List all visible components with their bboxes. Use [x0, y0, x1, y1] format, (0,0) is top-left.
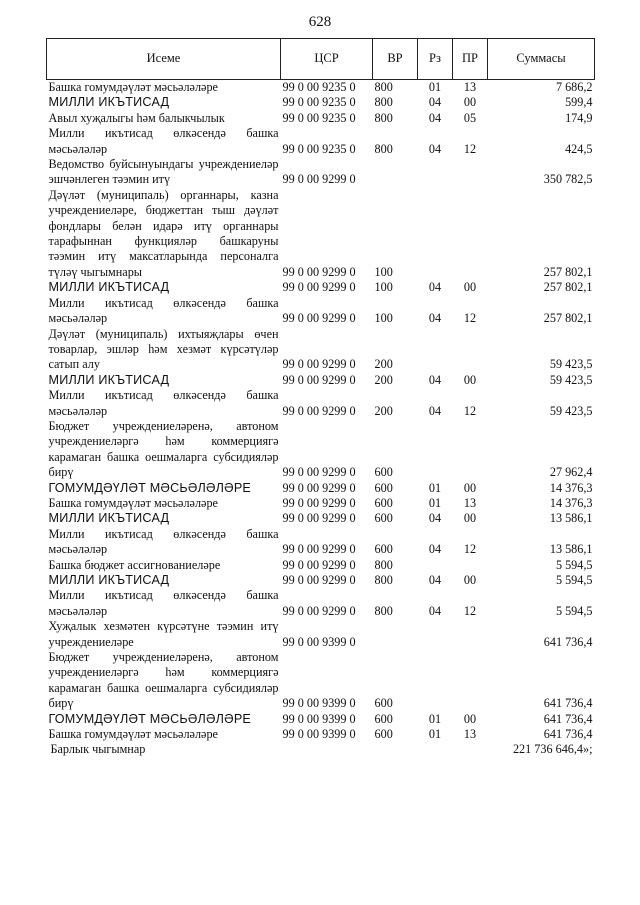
cell-rz: 04: [428, 542, 442, 557]
cell-name: Милли икътисад өлкәсендә башка мәсьәләләр: [48, 588, 279, 618]
cell-csr: 99 0 00 9299 0: [282, 511, 356, 526]
cell-sum: 424,5: [565, 141, 593, 156]
cell-pr: [453, 419, 488, 481]
cell-name: Милли икътисад өлкәсендә башка мәсьәләләр: [48, 126, 279, 156]
table-row: [47, 650, 595, 712]
cell-rz: [418, 419, 453, 481]
cell-name: Бюджет учреждениеләренә, автоном учреждениеләргә һәм коммерциягә карамаган башка оешмаларга субсидияләр бирү: [48, 418, 279, 480]
table-row: [47, 712, 595, 727]
cell-rz: 04: [428, 372, 442, 387]
cell-name: Авыл хуҗалыгы һәм балыкчылык: [48, 110, 225, 125]
cell-name: Милли икътисад өлкәсендә башка мәсьәләләр: [48, 295, 279, 326]
cell-name: ГОМУМДӘҮЛӘТ МӘСЬӘЛӘЛӘРЕ: [48, 480, 252, 495]
cell-vr: 800: [374, 80, 393, 94]
table-row: [47, 373, 595, 388]
cell-csr: 99 0 00 9299 0: [282, 603, 356, 618]
cell-rz: [418, 558, 453, 573]
cell-csr: 99 0 00 9399 0: [282, 727, 356, 742]
cell-csr: 99 0 00 9299 0: [282, 264, 356, 279]
cell-rz: 01: [428, 711, 442, 726]
table-row: [47, 619, 595, 650]
cell-csr: 99 0 00 9235 0: [282, 80, 356, 94]
cell-vr: 600: [374, 480, 393, 495]
cell-csr: 99 0 00 9299 0: [282, 403, 356, 418]
cell-rz: [418, 157, 453, 188]
cell-rz: 04: [428, 573, 442, 587]
cell-csr: 99 0 00 9299 0: [282, 357, 356, 372]
table-body: [47, 80, 595, 758]
cell-vr: 200: [374, 357, 393, 372]
table-row: [47, 527, 595, 558]
cell-pr: 00: [463, 711, 477, 726]
total-row: [47, 742, 595, 757]
cell-csr: 99 0 00 9299 0: [282, 557, 356, 572]
cell-pr: 00: [463, 511, 477, 526]
cell-sum: 13 586,1: [549, 542, 593, 557]
cell-vr: 800: [374, 110, 393, 125]
cell-vr: 600: [374, 711, 393, 726]
cell-pr: 12: [463, 141, 477, 156]
cell-pr: 00: [463, 573, 477, 587]
cell-pr: 00: [463, 95, 477, 110]
cell-name: Башка гомумдәүләт мәсьәләләре: [48, 495, 218, 510]
total-label: Барлык чыгымнар: [50, 742, 146, 757]
total-empty-cell: [418, 742, 453, 757]
cell-csr: 99 0 00 9399 0: [282, 696, 356, 711]
cell-csr: 99 0 00 9299 0: [282, 280, 356, 295]
cell-vr: [373, 619, 418, 650]
table-row: [47, 111, 595, 126]
header-pr: ПР: [453, 39, 488, 80]
cell-sum: 59 423,5: [549, 357, 593, 372]
cell-rz: 04: [428, 603, 442, 618]
cell-csr: 99 0 00 9299 0: [282, 465, 356, 480]
cell-vr: 600: [374, 696, 393, 711]
cell-csr: 99 0 00 9299 0: [282, 480, 356, 495]
header-vr: ВР: [373, 39, 418, 80]
cell-vr: 800: [374, 603, 393, 618]
cell-sum: 14 376,3: [549, 480, 593, 495]
cell-csr: 99 0 00 9299 0: [282, 495, 356, 510]
header-rz: Рз: [418, 39, 453, 80]
cell-name: Хуҗалык хезмәтен күрсәтүне тәэмин итү учреждениеләре: [48, 619, 279, 649]
cell-pr: 13: [463, 727, 477, 742]
cell-vr: 100: [374, 280, 393, 295]
cell-rz: 04: [428, 403, 442, 418]
cell-sum: 5 594,5: [555, 557, 593, 572]
cell-pr: [453, 558, 488, 573]
cell-name: Дәүләт (муниципаль) органнары, казна учреждениеләре, бюджеттан тыш дәүләт фондлары белән идарә итү органнары тарафыннан функцияләр башкаруны тәэмин итү максатларында персоналга түләү чыгымнары: [48, 187, 279, 279]
cell-pr: 13: [463, 80, 477, 94]
cell-rz: 04: [428, 280, 442, 295]
cell-rz: 01: [428, 495, 442, 510]
cell-sum: 5 594,5: [555, 603, 593, 618]
cell-csr: 99 0 00 9299 0: [282, 573, 356, 587]
cell-sum: 641 736,4: [543, 696, 593, 711]
cell-csr: 99 0 00 9299 0: [282, 542, 356, 557]
cell-sum: 257 802,1: [543, 311, 593, 326]
cell-vr: 600: [374, 511, 393, 526]
cell-rz: [418, 650, 453, 712]
page-number: 628: [308, 14, 332, 30]
table-row: [47, 481, 595, 496]
cell-sum: 13 586,1: [549, 511, 593, 526]
cell-sum: 257 802,1: [543, 280, 593, 295]
cell-pr: 05: [463, 110, 477, 125]
cell-sum: 5 594,5: [555, 573, 593, 587]
table-row: [47, 95, 595, 110]
cell-sum: 257 802,1: [543, 264, 593, 279]
cell-rz: [418, 619, 453, 650]
cell-pr: 12: [463, 542, 477, 557]
cell-csr: 99 0 00 9399 0: [282, 634, 356, 649]
cell-sum: 7 686,2: [555, 80, 593, 94]
cell-vr: 800: [374, 95, 393, 110]
cell-vr: 600: [374, 727, 393, 742]
cell-name: Милли икътисад өлкәсендә башка мәсьәләләр: [48, 388, 279, 418]
cell-vr: 600: [374, 465, 393, 480]
cell-vr: 100: [374, 311, 393, 326]
cell-vr: 800: [374, 141, 393, 156]
cell-name: Ведомство буйсынуындагы учреждениеләр эшчәнлеген тәэмин итү: [48, 157, 279, 187]
table-row: [47, 296, 595, 327]
header-sum: Суммасы: [488, 39, 595, 80]
cell-pr: 12: [463, 603, 477, 618]
cell-csr: 99 0 00 9235 0: [282, 141, 356, 156]
budget-table: [46, 38, 595, 758]
header-csr: ЦСР: [281, 39, 373, 80]
cell-pr: [453, 619, 488, 650]
cell-vr: 600: [374, 495, 393, 510]
cell-rz: [418, 327, 453, 373]
cell-rz: 04: [428, 311, 442, 326]
cell-vr: 100: [374, 264, 393, 279]
cell-rz: 01: [428, 80, 442, 94]
cell-rz: 01: [428, 727, 442, 742]
cell-sum: 641 736,4: [543, 727, 593, 742]
cell-pr: 13: [463, 495, 477, 510]
cell-vr: 800: [374, 573, 393, 587]
cell-pr: [453, 188, 488, 280]
cell-name: МИЛЛИ ИКЪТИСАД: [48, 95, 170, 110]
cell-name: Башка гомумдәүләт мәсьәләләре: [48, 80, 218, 94]
table-row: [47, 573, 595, 588]
cell-pr: 12: [463, 311, 477, 326]
total-empty-cell: [373, 742, 418, 757]
cell-pr: [453, 157, 488, 188]
cell-vr: 200: [374, 372, 393, 387]
cell-rz: [418, 188, 453, 280]
table-row: [47, 157, 595, 188]
cell-rz: 04: [428, 95, 442, 110]
cell-name: Дәүләт (муниципаль) ихтыяҗлары өчен товарлар, эшләр һәм хезмәт күрсәтүләр сатып алу: [48, 326, 279, 372]
cell-rz: 04: [428, 511, 442, 526]
cell-csr: 99 0 00 9235 0: [282, 110, 356, 125]
cell-sum: 14 376,3: [549, 495, 593, 510]
cell-pr: 00: [463, 372, 477, 387]
cell-pr: 00: [463, 480, 477, 495]
table-row: [47, 126, 595, 157]
cell-sum: 59 423,5: [549, 372, 593, 387]
cell-name: Башка гомумдәүләт мәсьәләләре: [48, 727, 218, 742]
cell-csr: 99 0 00 9235 0: [282, 95, 356, 110]
cell-vr: 600: [374, 542, 393, 557]
table-row: [47, 558, 595, 573]
cell-sum: 641 736,4: [543, 711, 593, 726]
cell-name: Милли икътисад өлкәсендә башка мәсьәләләр: [48, 526, 279, 557]
table-header-row: [47, 39, 595, 80]
table-row: [47, 511, 595, 526]
cell-sum: 27 962,4: [549, 465, 593, 480]
cell-sum: 350 782,5: [543, 172, 593, 187]
cell-pr: [453, 650, 488, 712]
cell-pr: 00: [463, 280, 477, 295]
cell-sum: 641 736,4: [543, 634, 593, 649]
cell-name: МИЛЛИ ИКЪТИСАД: [48, 280, 170, 295]
table-row: [47, 80, 595, 96]
table-row: [47, 419, 595, 481]
total-sum: 221 736 646,4»;: [512, 742, 593, 757]
cell-csr: 99 0 00 9299 0: [282, 172, 356, 187]
cell-sum: 599,4: [565, 95, 593, 110]
table-row: [47, 188, 595, 280]
cell-vr: 200: [374, 403, 393, 418]
cell-name: ГОМУМДӘҮЛӘТ МӘСЬӘЛӘЛӘРЕ: [48, 711, 252, 726]
cell-name: МИЛЛИ ИКЪТИСАД: [48, 573, 170, 587]
cell-rz: 04: [428, 141, 442, 156]
cell-csr: 99 0 00 9299 0: [282, 311, 356, 326]
table-row: [47, 588, 595, 619]
cell-csr: 99 0 00 9399 0: [282, 711, 356, 726]
cell-rz: 01: [428, 480, 442, 495]
cell-name: МИЛЛИ ИКЪТИСАД: [48, 372, 170, 387]
cell-name: МИЛЛИ ИКЪТИСАД: [48, 511, 170, 526]
table-row: [47, 388, 595, 419]
table-row: [47, 327, 595, 373]
cell-pr: [453, 327, 488, 373]
cell-name: Бюджет учреждениеләренә, автоном учреждениеләргә һәм коммерциягә карамаган башка оешмаларга субсидияләр бирү: [48, 650, 279, 711]
cell-sum: 59 423,5: [549, 403, 593, 418]
header-name: Исеме: [47, 39, 281, 80]
total-empty-cell: [281, 742, 373, 757]
cell-sum: 174,9: [565, 110, 593, 125]
cell-name: Башка бюджет ассигнованиеләре: [48, 557, 221, 572]
table-row: [47, 496, 595, 511]
cell-rz: 04: [428, 110, 442, 125]
table-row: [47, 280, 595, 295]
cell-csr: 99 0 00 9299 0: [282, 372, 356, 387]
cell-vr: 800: [374, 557, 393, 572]
table-row: [47, 727, 595, 742]
cell-pr: 12: [463, 403, 477, 418]
total-empty-cell: [453, 742, 488, 757]
cell-vr: [373, 157, 418, 188]
